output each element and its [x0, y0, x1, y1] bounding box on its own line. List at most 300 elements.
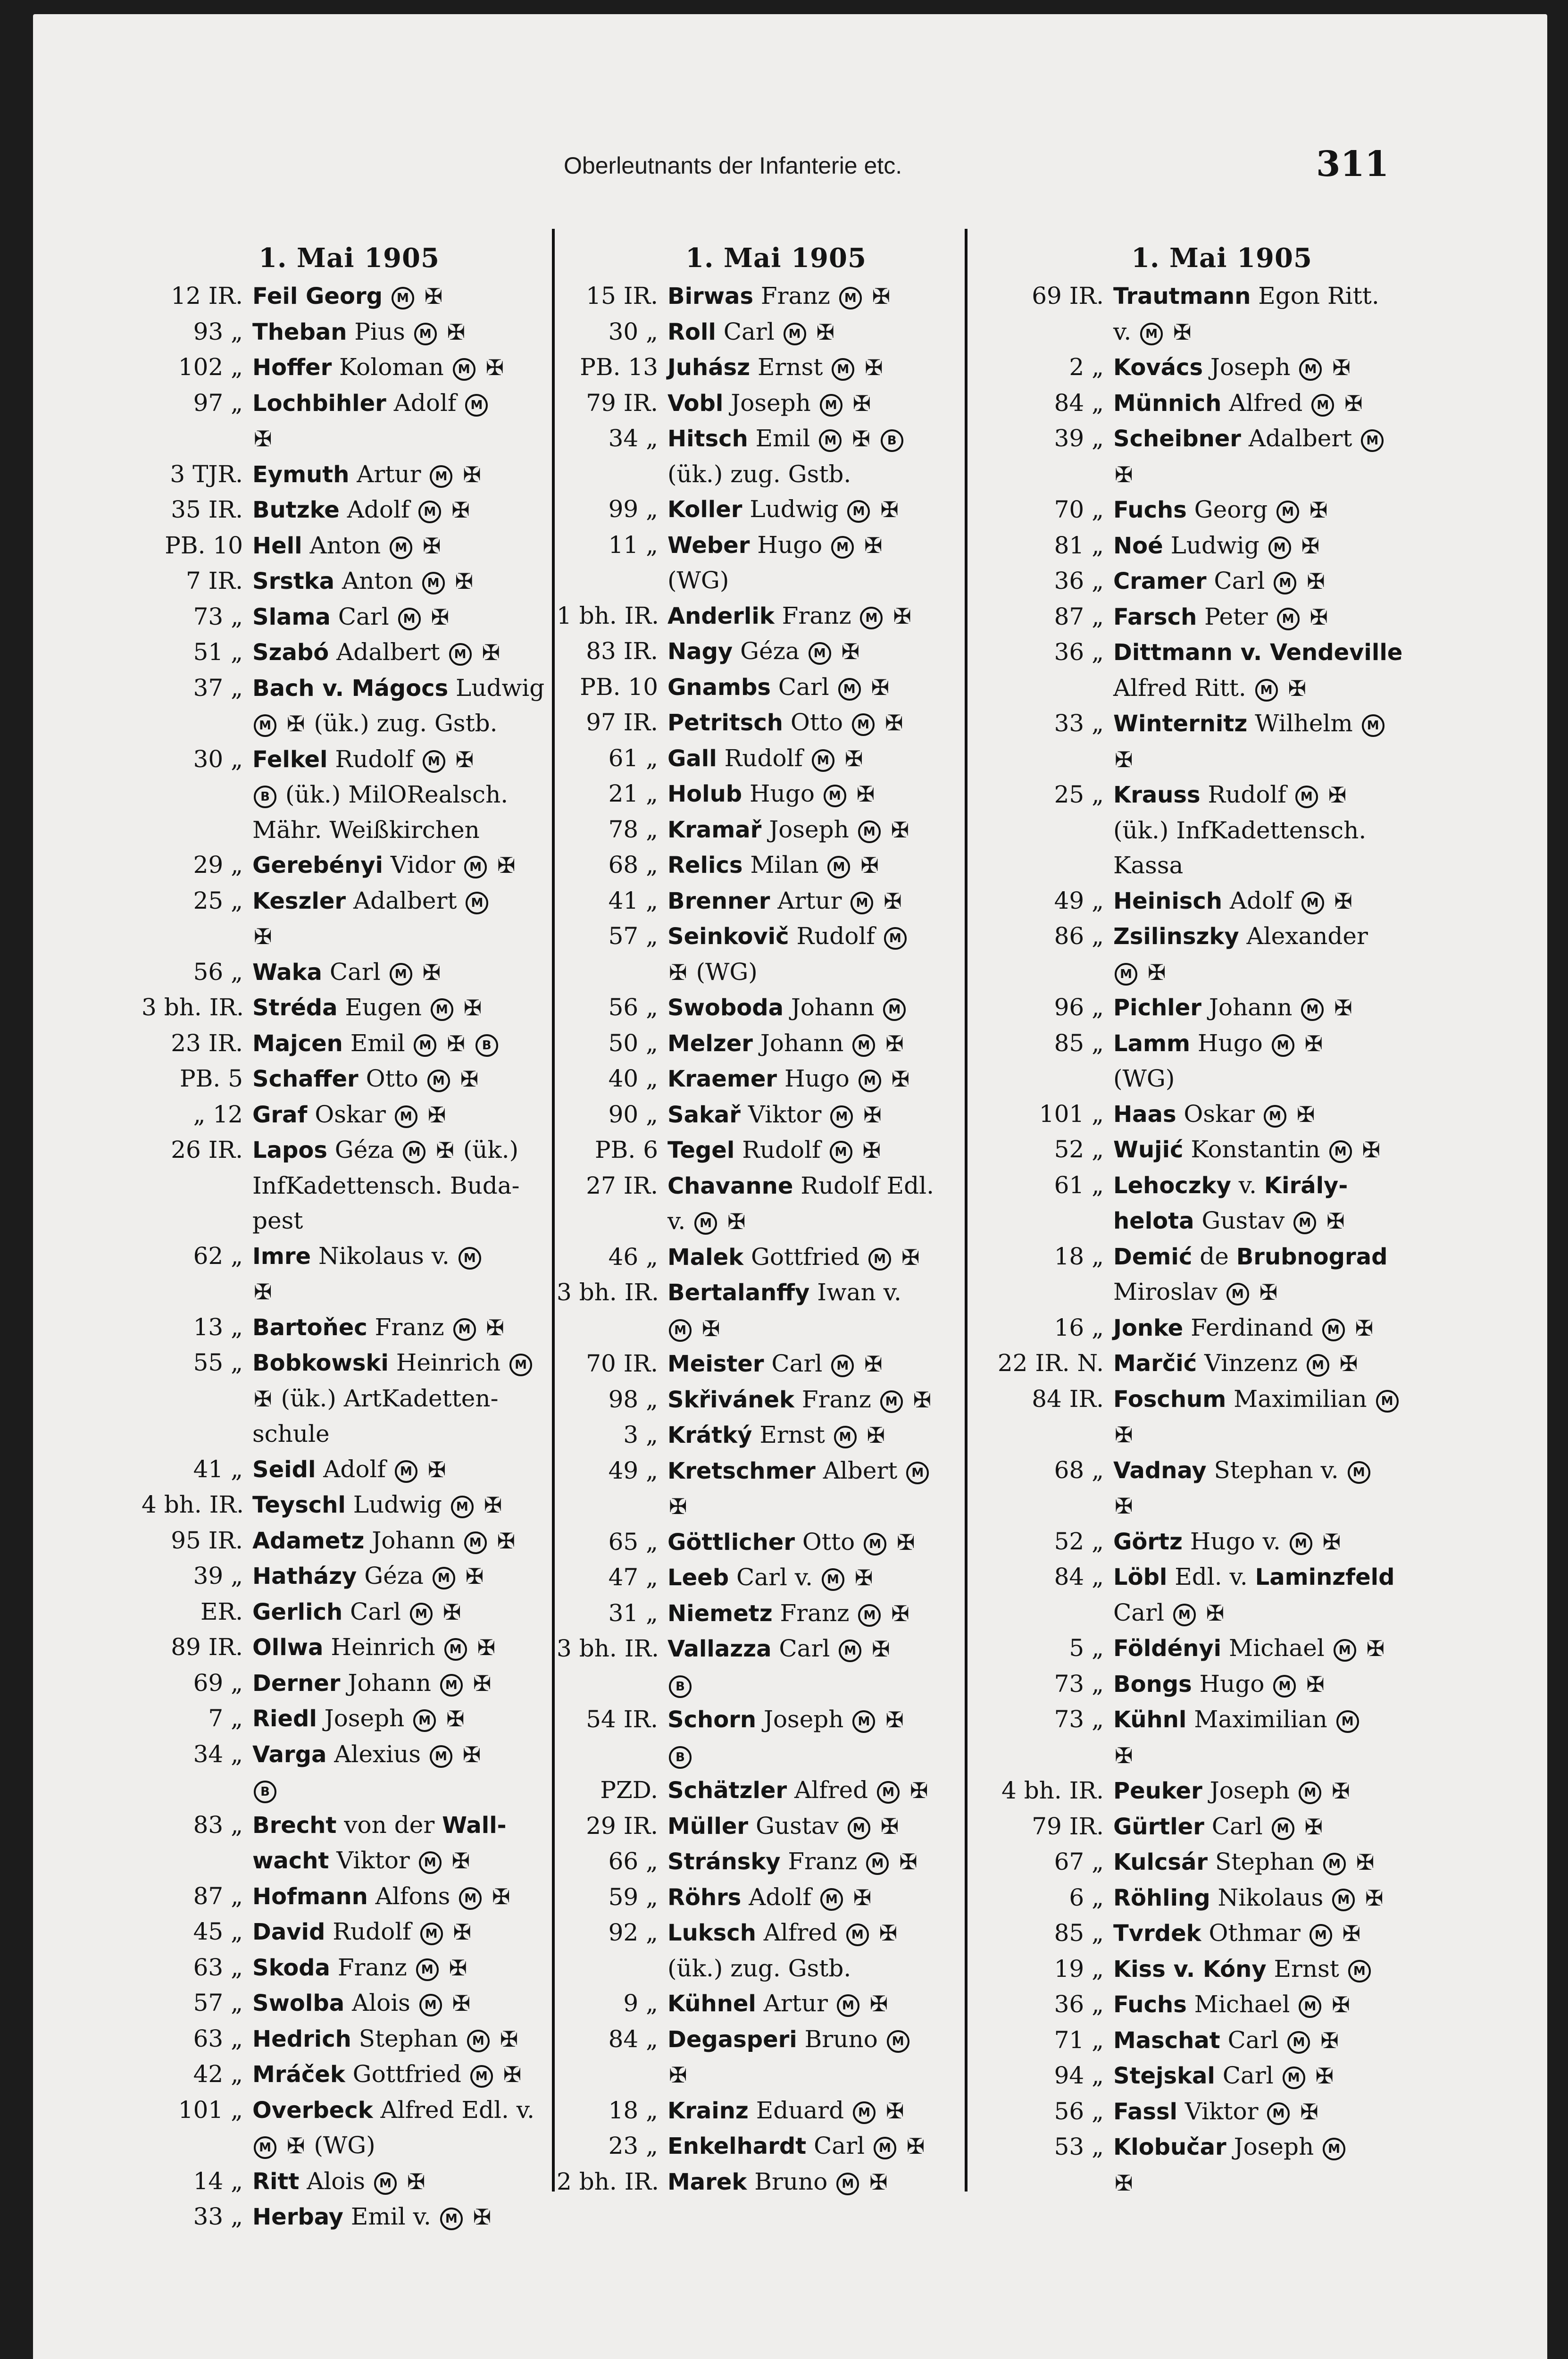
medal-m-icon: M — [395, 1105, 417, 1128]
medal-m-icon: M — [1334, 1639, 1356, 1662]
medal-m-icon: M — [839, 1640, 861, 1662]
officer-surname: Swolba — [252, 1990, 345, 2016]
officer-surname: Heinisch — [1113, 887, 1222, 914]
medal-m-icon: M — [390, 963, 412, 986]
officer-surname: Herbay — [252, 2204, 343, 2230]
roster-entry — [557, 563, 995, 598]
cross-icon: ✠ — [1259, 1280, 1278, 1305]
roster-entry — [995, 919, 1448, 954]
roster-entry — [557, 741, 995, 777]
officer-surname: Koller — [667, 496, 742, 523]
regiment-number: 3 bh. IR. — [557, 1635, 659, 1662]
medal-m-icon: M — [1264, 1105, 1286, 1128]
entry-text: v. — [1231, 1171, 1264, 1199]
entry-body — [252, 635, 557, 670]
officer-surname: Kühnel — [667, 1991, 756, 2017]
roster-entry — [995, 1346, 1448, 1381]
medal-m-icon: M — [392, 287, 414, 310]
entry-text: Alois — [299, 2167, 373, 2195]
cross-icon: ✠ — [901, 1244, 920, 1270]
cross-icon: ✠ — [1115, 1493, 1133, 1519]
entry-text: Heinrich — [388, 1349, 509, 1376]
entry-body — [252, 919, 557, 954]
entry-text: Joseph — [1226, 2133, 1322, 2160]
entry-body — [252, 990, 557, 1026]
entry-text: Franz — [780, 1848, 865, 1875]
entry-body — [667, 1808, 995, 1844]
entry-text: (WG) — [688, 958, 758, 986]
roster-entry — [557, 350, 995, 385]
cross-icon: ✠ — [841, 639, 860, 664]
regiment-number: 30 „ — [193, 745, 243, 773]
roster-entry — [557, 1061, 995, 1097]
cross-icon: ✠ — [1365, 1885, 1384, 1911]
regiment-number: 21 „ — [608, 780, 658, 807]
roster-entry — [557, 954, 995, 990]
officer-surname: Gürtler — [1113, 1813, 1204, 1840]
entry-body — [252, 1737, 557, 1773]
roster-entry — [995, 2165, 1448, 2201]
entry-text — [1139, 958, 1146, 986]
officer-surname: Cramer — [1113, 568, 1207, 594]
cross-icon: ✠ — [1147, 959, 1166, 985]
entry-text: Adolf — [1222, 887, 1300, 914]
officer-surname: Tvrdek — [1113, 1920, 1201, 1947]
regiment-number: 69 IR. — [1032, 282, 1104, 310]
officer-surname: Pichler — [1113, 995, 1201, 1021]
officer-surname: Földényi — [1113, 1635, 1222, 1662]
officer-surname: Stránsky — [667, 1849, 781, 1875]
regiment-number — [995, 954, 1113, 990]
roster-entry — [142, 1665, 557, 1701]
regiment-number — [142, 1381, 252, 1417]
roster-entry — [557, 1026, 995, 1062]
officer-surname: Petritsch — [667, 710, 783, 736]
regiment-number: 2 bh. IR. — [557, 2167, 659, 2195]
entry-text — [1319, 781, 1327, 808]
medal-m-icon: M — [1299, 1782, 1321, 1804]
entry-text — [1298, 567, 1305, 594]
regiment-number: 29 „ — [193, 851, 243, 878]
medal-m-icon: M — [853, 2101, 876, 2124]
roster-entry — [995, 2058, 1448, 2094]
medal-m-icon: M — [427, 1070, 450, 1092]
regiment-number — [995, 742, 1113, 778]
entry-text — [890, 1848, 898, 1875]
cross-icon: ✠ — [1288, 675, 1307, 701]
regiment-number: 98 „ — [608, 1385, 658, 1413]
officer-surname: Gerlich — [252, 1598, 343, 1625]
entry-body — [252, 492, 557, 528]
entry-body — [252, 1879, 557, 1915]
regiment-number: 3 bh. IR. — [142, 994, 244, 1021]
entry-text: Johann — [364, 1526, 463, 1554]
regiment-number: 45 „ — [193, 1918, 243, 1945]
regiment-number: 15 IR. — [586, 282, 658, 310]
entry-text: Géza — [357, 1562, 431, 1589]
cross-icon: ✠ — [1366, 1636, 1385, 1661]
entry-body — [667, 990, 995, 1026]
entry-body — [667, 741, 995, 777]
entry-body — [1113, 421, 1448, 457]
roster-entry — [995, 1666, 1448, 1702]
cross-icon: ✠ — [460, 1066, 479, 1092]
regiment-number — [142, 812, 252, 848]
officer-surname: Király- — [1264, 1172, 1348, 1199]
entry-text — [875, 887, 882, 914]
regiment-number: 97 IR. — [586, 709, 658, 736]
medal-m-icon: M — [847, 500, 870, 523]
entry-text: Bruno — [797, 2025, 885, 2053]
entry-text: v. — [667, 1207, 693, 1235]
entry-body — [1113, 1559, 1448, 1595]
roster-entry — [142, 635, 557, 670]
medal-m-icon: M — [430, 465, 452, 488]
entry-text: Alfons — [367, 1882, 458, 1910]
entry-text: Carl — [1113, 1598, 1172, 1626]
roster-entry — [557, 919, 995, 954]
cross-icon: ✠ — [727, 1209, 746, 1234]
roster-entry — [142, 385, 557, 421]
medal-m-icon: M — [1348, 1461, 1370, 1484]
entry-body — [1113, 1417, 1448, 1453]
regiment-number: 102 „ — [178, 353, 243, 381]
entry-text: (ük.) zug. Gstb. — [306, 710, 498, 737]
officer-surname: Eymuth — [252, 461, 350, 488]
officer-surname: Bach v. Mágocs — [252, 675, 449, 702]
entry-text: Stephan — [1208, 1848, 1322, 1875]
medal-m-icon: M — [464, 1531, 487, 1554]
entry-text — [442, 496, 450, 523]
regiment-number: 7 IR. — [186, 567, 243, 594]
officer-surname: Leeb — [667, 1564, 729, 1591]
entry-body — [1113, 1702, 1448, 1738]
entry-body — [1113, 1666, 1448, 1702]
officer-surname: Trautmann — [1113, 283, 1251, 310]
regiment-number — [557, 2057, 667, 2093]
entry-text: Emil — [342, 1029, 413, 1057]
column-1 — [142, 238, 557, 2267]
cross-icon: ✠ — [880, 1813, 899, 1839]
medal-m-icon: M — [1309, 1924, 1332, 1947]
entry-body — [1113, 563, 1448, 599]
cross-icon: ✠ — [1304, 1814, 1323, 1840]
entry-text: Franz — [774, 602, 859, 629]
officer-surname: Schätzler — [667, 1777, 787, 1804]
regiment-number: 46 „ — [608, 1243, 658, 1271]
medal-m-icon: M — [1323, 2138, 1345, 2160]
roster-entry — [557, 2057, 995, 2093]
regiment-number: 79 IR. — [1032, 1812, 1104, 1840]
entry-text — [892, 1243, 900, 1271]
regiment-number — [995, 813, 1113, 848]
entry-text: InfKadettensch. Buda- — [252, 1171, 520, 1199]
officer-surname: Foschum — [1113, 1386, 1226, 1413]
entry-text — [870, 1919, 878, 1946]
officer-surname: Fuchs — [1113, 497, 1187, 523]
regiment-number: 29 IR. — [586, 1812, 658, 1840]
entry-text: Otto — [783, 709, 851, 736]
regiment-number: 16 „ — [1054, 1313, 1104, 1341]
entry-body — [1113, 1987, 1448, 2023]
roster-entry — [142, 1097, 557, 1133]
entry-text — [856, 353, 863, 381]
medal-m-icon: M — [1290, 1532, 1312, 1555]
officer-surname: Kiss v. Kóny — [1113, 1956, 1267, 1983]
entry-text — [718, 1207, 726, 1235]
entry-text: Rudolf Edl. — [793, 1171, 934, 1199]
roster-entry — [557, 2128, 995, 2164]
entry-text — [477, 353, 484, 381]
entry-body — [667, 2022, 995, 2058]
medal-m-icon: M — [374, 2172, 397, 2195]
officer-surname: Keszler — [252, 887, 346, 914]
entry-text: Hugo — [1192, 1670, 1272, 1698]
entry-text: Ludwig — [742, 495, 846, 523]
roster-entry — [995, 706, 1448, 742]
entry-text — [843, 425, 851, 452]
entry-text: Hugo — [750, 531, 830, 559]
roster-entry — [142, 1416, 557, 1452]
entry-text — [1346, 1314, 1354, 1341]
cross-icon: ✠ — [864, 1351, 883, 1377]
entry-text — [1323, 353, 1331, 381]
cross-icon: ✠ — [1334, 995, 1352, 1021]
regiment-number: PB. 10 — [165, 531, 243, 559]
regiment-number: 18 „ — [608, 2096, 658, 2124]
regiment-number: 3 TJR. — [170, 460, 243, 488]
regiment-number — [995, 1595, 1113, 1631]
roster-entry — [995, 1702, 1448, 1738]
regiment-number — [995, 1488, 1113, 1524]
regiment-number: 99 „ — [608, 495, 658, 523]
entry-body — [1113, 2094, 1448, 2130]
regiment-number — [142, 777, 252, 812]
roster-entry — [142, 847, 557, 883]
entry-text — [467, 1029, 474, 1057]
regiment-number: 79 IR. — [586, 389, 658, 417]
entry-text: Carl — [330, 602, 397, 630]
roster-entry — [557, 1702, 995, 1738]
cross-icon: ✠ — [864, 532, 883, 558]
medal-m-icon: M — [1272, 1817, 1294, 1840]
officer-surname: Hell — [252, 532, 302, 559]
entry-text: Géza — [733, 637, 807, 665]
officer-surname: Lapos — [252, 1137, 327, 1163]
roster-entry — [557, 421, 995, 457]
medal-m-icon: M — [418, 501, 441, 523]
regiment-number: 36 „ — [1054, 1991, 1104, 2018]
entry-text — [901, 1776, 909, 1804]
cross-icon: ✠ — [427, 1456, 446, 1482]
roster-entry — [142, 706, 557, 742]
entry-text — [464, 2203, 472, 2230]
entry-text: Carl — [1215, 2062, 1281, 2089]
officer-surname: Vobl — [667, 390, 724, 417]
medal-m-icon: M — [1274, 572, 1296, 594]
entry-text: Viktor — [740, 1100, 829, 1128]
roster-entry — [557, 1560, 995, 1596]
cross-icon: ✠ — [484, 1492, 502, 1518]
entry-body — [252, 1238, 557, 1274]
regiment-number: 9 „ — [623, 1990, 658, 2017]
entry-body — [252, 1452, 557, 1488]
entry-body — [252, 2057, 557, 2092]
officer-surname: Meister — [667, 1351, 764, 1377]
officer-surname: Anderlik — [667, 602, 775, 629]
entry-body — [1113, 635, 1448, 670]
entry-body — [667, 421, 995, 457]
medal-m-icon: M — [864, 1533, 886, 1556]
medal-m-icon: M — [1307, 1354, 1329, 1377]
regiment-number: 73 „ — [1054, 1706, 1104, 1733]
roster-entry — [995, 1559, 1448, 1595]
cross-icon: ✠ — [1328, 782, 1347, 808]
entry-body — [1113, 385, 1448, 421]
cross-icon: ✠ — [497, 853, 516, 878]
entry-text: Vidor — [383, 851, 463, 878]
roster-entry — [557, 1808, 995, 1844]
entry-text: Joseph — [761, 815, 857, 843]
cross-icon: ✠ — [482, 640, 500, 665]
regiment-number: 34 „ — [193, 1740, 243, 1768]
medal-m-icon: M — [1362, 714, 1385, 737]
entry-text: Adolf — [316, 1455, 393, 1483]
roster-entry — [142, 1843, 557, 1879]
entry-text: Alexander — [1239, 922, 1368, 950]
roster-entry — [995, 848, 1448, 883]
entry-text: Adalbert — [346, 887, 465, 914]
entry-text: Otto — [795, 1528, 863, 1556]
medal-m-icon: M — [868, 1248, 891, 1271]
cross-icon: ✠ — [451, 497, 470, 523]
roster-entry — [557, 1346, 995, 1382]
regiment-number: 61 „ — [1054, 1171, 1104, 1199]
entry-body — [667, 1702, 995, 1738]
entry-body — [1113, 1524, 1448, 1560]
entry-text — [468, 1633, 476, 1661]
regiment-number: 35 IR. — [171, 496, 243, 523]
medal-m-icon: M — [466, 892, 488, 914]
cross-icon: ✠ — [1322, 1529, 1341, 1555]
entry-text: Heinrich — [323, 1633, 443, 1661]
roster-entry — [995, 1026, 1448, 1062]
entry-body — [1113, 1773, 1448, 1809]
entry-body — [252, 1487, 557, 1523]
entry-text — [877, 2097, 884, 2124]
cross-icon: ✠ — [669, 959, 687, 985]
entry-body — [252, 1558, 557, 1594]
cross-icon: ✠ — [1339, 1351, 1358, 1376]
roster-entry — [557, 598, 995, 634]
entry-text — [464, 1669, 472, 1697]
regiment-number — [557, 563, 667, 598]
entry-body — [1113, 1916, 1448, 1951]
entry-body — [252, 847, 557, 883]
roster-entry — [995, 990, 1448, 1026]
regiment-number: 73 „ — [193, 602, 243, 630]
cross-icon: ✠ — [867, 1422, 885, 1448]
cross-icon: ✠ — [1306, 1671, 1325, 1697]
entry-text: Géza — [327, 1136, 402, 1163]
medal-m-icon: M — [820, 394, 842, 417]
cross-icon: ✠ — [1173, 319, 1192, 345]
roster-entry — [557, 1453, 995, 1489]
cross-icon: ✠ — [884, 888, 902, 914]
regiment-number: 34 „ — [608, 425, 658, 452]
entry-text: Hugo — [777, 1065, 857, 1092]
regiment-number — [995, 670, 1113, 706]
entry-body — [1113, 350, 1448, 385]
roster-entry — [557, 457, 995, 492]
regiment-number: 33 „ — [193, 2203, 243, 2230]
entry-body — [252, 670, 557, 706]
roster-entry — [995, 1987, 1448, 2023]
medal-m-icon: M — [423, 750, 445, 773]
officer-surname: Vallazza — [667, 1636, 772, 1662]
entry-text — [888, 1528, 895, 1556]
roster-entry — [995, 1203, 1448, 1239]
regiment-number: 70 „ — [1054, 496, 1104, 523]
medal-m-icon: M — [1376, 1390, 1399, 1413]
entry-body — [1113, 2165, 1448, 2201]
entry-text: Johann — [752, 1029, 851, 1057]
regiment-number — [142, 1772, 252, 1807]
cross-icon: ✠ — [891, 1600, 909, 1626]
entry-body — [252, 1310, 557, 1346]
regiment-number: 36 „ — [1054, 567, 1104, 594]
regiment-number: 65 „ — [608, 1528, 658, 1556]
entry-text: Rudolf — [734, 1136, 828, 1163]
cross-icon: ✠ — [1355, 1315, 1374, 1341]
entry-body — [252, 2128, 557, 2164]
roster-entry — [142, 1985, 557, 2021]
cross-icon: ✠ — [254, 1386, 272, 1412]
medal-m-icon: M — [1273, 1675, 1296, 1698]
entry-text: Franz — [794, 1385, 879, 1413]
roster-entry — [995, 1239, 1448, 1275]
entry-text — [858, 1421, 866, 1448]
entry-text: Ernst — [1266, 1955, 1347, 1983]
medal-m-icon: M — [669, 1319, 692, 1342]
entry-body — [667, 1275, 995, 1311]
medal-m-icon: M — [884, 927, 907, 950]
medal-m-icon: M — [1115, 963, 1137, 986]
officer-surname: Röhling — [1113, 1884, 1210, 1911]
entry-body — [252, 1203, 557, 1238]
entry-text: de — [1192, 1242, 1236, 1270]
cross-icon: ✠ — [254, 1279, 272, 1305]
entry-text — [1358, 1634, 1365, 1662]
officer-surname: Noé — [1113, 532, 1163, 559]
cross-icon: ✠ — [884, 710, 903, 736]
entry-text — [383, 282, 390, 310]
cross-icon: ✠ — [1309, 604, 1328, 630]
cross-icon: ✠ — [492, 1883, 510, 1909]
cross-icon: ✠ — [1115, 461, 1133, 487]
entry-text: Carl — [764, 1350, 830, 1377]
officer-surname: Göttlicher — [667, 1529, 795, 1556]
cross-icon: ✠ — [1344, 390, 1363, 416]
badge-b-icon: B — [475, 1034, 498, 1057]
regiment-number: 55 „ — [193, 1349, 243, 1376]
entry-body — [1113, 2129, 1448, 2165]
regiment-number: 37 „ — [193, 674, 243, 702]
medal-m-icon: M — [694, 1212, 717, 1235]
roster-entry — [995, 1417, 1448, 1453]
entry-body — [252, 1274, 557, 1310]
cross-icon: ✠ — [447, 1030, 465, 1056]
